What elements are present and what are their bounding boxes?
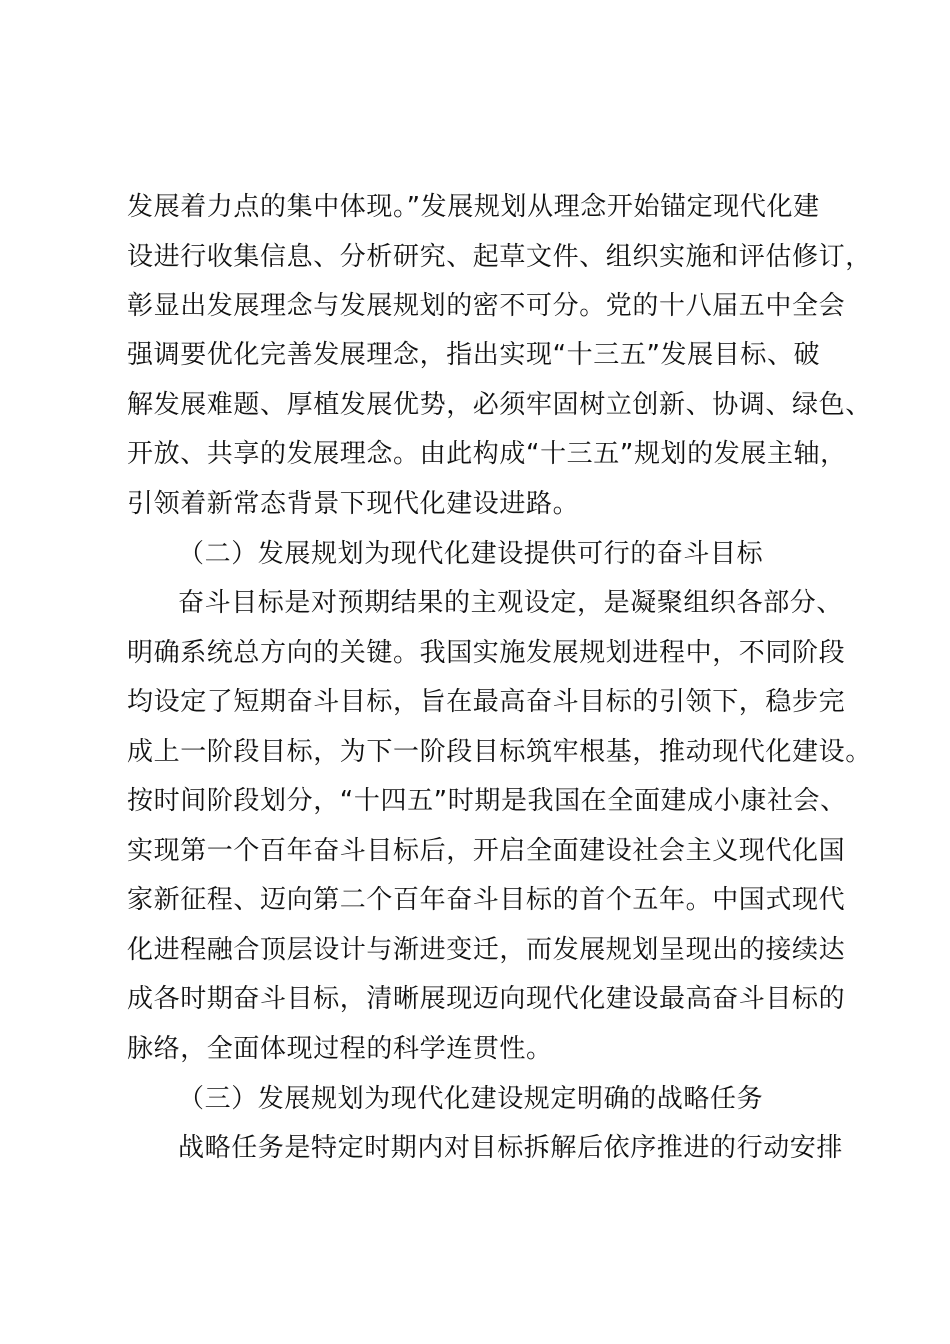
body-line-5: 解发展难题、厚植发展优势，必须牢固树立创新、协调、绿色、 [127, 390, 872, 420]
body-line-15: 化进程融合顶层设计与渐进变迁，而发展规划呈现出的接续达 [127, 935, 846, 965]
body-line-16: 成各时期奋斗目标，清晰展现迈向现代化建设最高奋斗目标的 [127, 984, 846, 1014]
body-line-4: 强调要优化完善发展理念，指出实现“十三五”发展目标、破 [127, 340, 821, 370]
body-line-18: 战略任务是特定时期内对目标拆解后依序推进的行动安排 [178, 1133, 844, 1163]
body-line-6: 开放、共享的发展理念。由此构成“十三五”规划的发展主轴， [127, 439, 847, 469]
body-line-13: 实现第一个百年奋斗目标后，开启全面建设社会主义现代化国 [127, 836, 846, 866]
body-line-14: 家新征程、迈向第二个百年奋斗目标的首个五年。中国式现代 [127, 885, 846, 915]
body-line-7: 引领着新常态背景下现代化建设进路。 [127, 489, 580, 519]
body-line-2: 设进行收集信息、分析研究、起草文件、组织实施和评估修订， [127, 242, 872, 272]
section-heading-3: （三）发展规划为现代化建设规定明确的战略任务 [178, 1084, 764, 1114]
body-line-10: 均设定了短期奋斗目标，旨在最高奋斗目标的引领下，稳步完 [127, 687, 846, 717]
body-line-9: 明确系统总方向的关键。我国实施发展规划进程中，不同阶段 [127, 638, 846, 668]
body-line-17: 脉络，全面体现过程的科学连贯性。 [127, 1034, 553, 1064]
body-line-12: 按时间阶段划分，“十四五”时期是我国在全面建成小康社会、 [127, 786, 847, 816]
body-line-1: 发展着力点的集中体现。”发展规划从理念开始锚定现代化建 [127, 192, 820, 222]
body-line-11: 成上一阶段目标，为下一阶段目标筑牢根基，推动现代化建设。 [127, 737, 872, 767]
body-line-8: 奋斗目标是对预期结果的主观设定，是凝聚组织各部分、 [178, 588, 844, 618]
body-line-3: 彰显出发展理念与发展规划的密不可分。党的十八届五中全会 [127, 291, 846, 321]
section-heading-2: （二）发展规划为现代化建设提供可行的奋斗目标 [178, 539, 764, 569]
